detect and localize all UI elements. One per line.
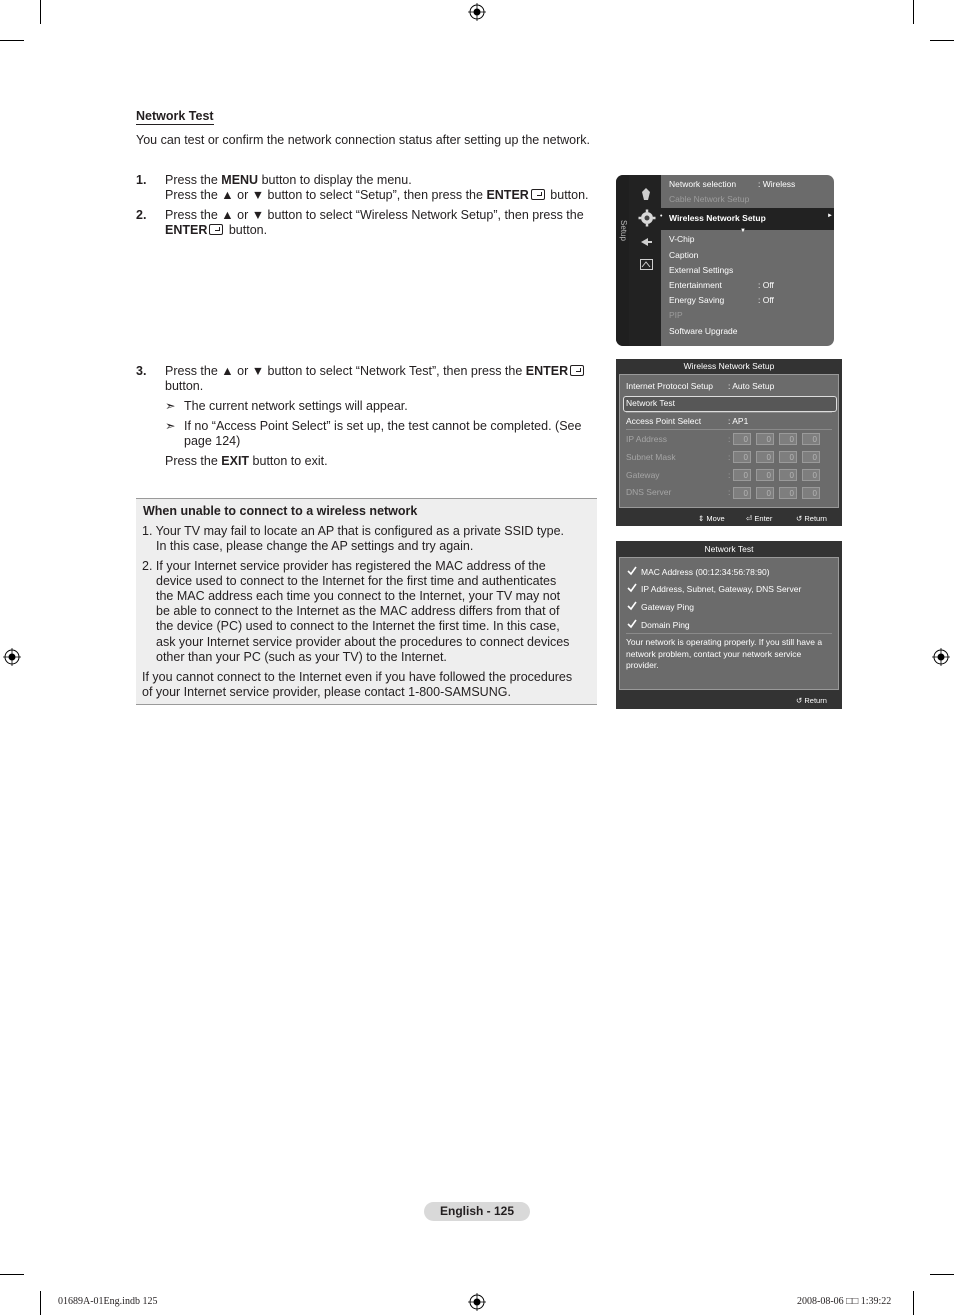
check-mac-address: MAC Address (00:12:34:56:78:90): [641, 567, 770, 577]
menu-bullet-icon: •: [660, 213, 663, 220]
box-item-1: In this case, please change the AP settings and try again.: [156, 539, 474, 553]
gear-icon: [638, 209, 656, 227]
crop-mark: [930, 40, 954, 41]
wireless-setup-screen: [616, 359, 842, 526]
menu-arrow-down-icon: ▼: [740, 228, 746, 234]
screen-title: Wireless Network Setup: [683, 361, 775, 371]
step-note-text: The current network settings will appear.: [184, 399, 408, 413]
ip-octet-field: 0: [733, 433, 751, 445]
ip-octet-field: 0: [779, 433, 797, 445]
crop-mark: [913, 0, 914, 24]
box-closing: of your Internet service provider, please contact 1-800-SAMSUNG.: [142, 685, 511, 699]
box-item-2: the MAC address each time you connect to the Internet, your TV may not: [156, 589, 561, 603]
updown-icon: ⇕: [698, 514, 705, 523]
step-1-line-2: [165, 188, 589, 203]
step-number: 3.: [136, 364, 147, 378]
box-item-1: 1. Your TV may fail to locate an AP that is configured as a private SSID type.: [142, 524, 565, 538]
footer-label: Return: [804, 514, 827, 523]
registration-mark-icon: [3, 648, 21, 666]
picture-icon: [640, 187, 652, 201]
ip-octet-field: 0: [802, 451, 820, 463]
setup-menu-screen: [616, 175, 834, 346]
note-arrow-icon: ➣: [165, 399, 176, 413]
ip-octet-field: 0: [756, 469, 774, 481]
row-network-test[interactable]: Network Test: [626, 398, 675, 408]
row-gateway: Gateway: [626, 470, 660, 480]
menu-item-wireless-network-setup[interactable]: Wireless Network Setup: [669, 213, 766, 223]
box-closing: If you cannot connect to the Internet even if you have followed the procedures: [142, 670, 573, 684]
footer-label: Move: [706, 514, 725, 523]
check-icon: [627, 619, 637, 629]
step-note-text: If no “Access Point Select” is set up, the test cannot be completed. (See: [184, 419, 582, 433]
ip-octet-field: 0: [733, 469, 751, 481]
divider: [626, 429, 832, 430]
step-text: Press the ▲ or ▼ button to select “Setup”, then press the: [165, 188, 487, 202]
crop-mark: [0, 1274, 24, 1275]
box-item-2: other than your PC (such as your TV) to the Internet.: [156, 650, 447, 664]
row-colon: :: [728, 487, 731, 497]
row-internet-protocol-setup[interactable]: Internet Protocol Setup: [626, 381, 713, 391]
crop-mark: [930, 1274, 954, 1275]
settings-panel: [619, 374, 839, 508]
box-item-2: 2. If your Internet service provider has registered the MAC address of the: [142, 559, 546, 573]
check-icon: [627, 601, 637, 611]
support-icon: [640, 259, 653, 270]
enter-icon: ⏎: [746, 514, 753, 523]
step-text: button.: [546, 188, 589, 202]
check-gateway-ping: Gateway Ping: [641, 602, 694, 612]
check-icon: [627, 566, 637, 576]
check-icon: [627, 583, 637, 593]
check-domain-ping: Domain Ping: [641, 620, 690, 630]
menu-arrow-right-icon: ►: [827, 213, 833, 219]
registration-mark-icon: [468, 3, 486, 21]
menu-item-entertainment[interactable]: Entertainment: [669, 280, 722, 290]
ip-octet-field: 0: [733, 451, 751, 463]
box-item-2: ask your Internet service provider about the procedures to connect devices: [156, 635, 570, 649]
footer-label: Enter: [754, 514, 773, 523]
section-intro: You can test or confirm the network connection status after setting up the network.: [136, 133, 590, 147]
ip-octet-field: 0: [802, 487, 820, 499]
footer-enter: [746, 514, 772, 523]
registration-mark-icon: [932, 648, 950, 666]
menu-item-value: : Off: [758, 295, 774, 305]
menu-item-cable-network-setup: Cable Network Setup: [669, 194, 750, 204]
menu-item-v-chip[interactable]: V-Chip: [669, 234, 695, 244]
step-note-text: page 124): [184, 434, 241, 448]
step-text: Press the: [165, 173, 222, 187]
crop-mark: [40, 1291, 41, 1315]
page-number: English - 125: [424, 1202, 530, 1221]
row-value: : Auto Setup: [728, 381, 775, 391]
footer-filename: 01689A-01Eng.indb 125: [58, 1296, 158, 1307]
step-note: [165, 399, 175, 414]
row-subnet-mask: Subnet Mask: [626, 452, 676, 462]
ip-octet-field: 0: [802, 433, 820, 445]
input-icon: [640, 237, 653, 247]
step-3-line-1: [165, 364, 586, 379]
ip-octet-field: 0: [756, 433, 774, 445]
registration-mark-icon: [468, 1293, 486, 1311]
ip-octet-field: 0: [779, 469, 797, 481]
enter-icon: [570, 365, 584, 376]
step-3-line-2: button.: [165, 379, 204, 393]
step-number: 1.: [136, 173, 147, 187]
key-exit: EXIT: [221, 454, 250, 468]
step-text: button.: [225, 223, 268, 237]
footer-label: Return: [804, 696, 827, 705]
test-result-message: Your network is operating properly. If you still have a network problem, contact your network service provider.: [626, 637, 823, 670]
footer-move: [698, 514, 725, 523]
step-text: Press the ▲ or ▼ button to select “Network Test”, then press the: [165, 364, 526, 378]
box-item-2: be able to connect to the Internet as the MAC address differs from that of: [156, 604, 560, 618]
menu-item-external-settings[interactable]: External Settings: [669, 265, 734, 275]
key-enter: ENTER: [486, 188, 529, 202]
key-enter: ENTER: [525, 364, 569, 378]
menu-side-label: Setup: [619, 220, 628, 241]
step-note: [165, 419, 175, 434]
menu-item-value: : Wireless: [758, 179, 796, 189]
step-2-line-1: Press the ▲ or ▼ button to select “Wireless Network Setup”, then press the: [165, 208, 584, 222]
row-access-point-select[interactable]: Access Point Select: [626, 416, 702, 426]
step-number: 2.: [136, 208, 147, 222]
step-3-exit: [165, 454, 328, 469]
screen-title: Network Test: [704, 544, 754, 554]
crop-mark: [40, 0, 41, 24]
menu-side-bar: [616, 175, 629, 346]
step-text: button to display the menu.: [258, 173, 412, 187]
row-colon: :: [728, 434, 731, 444]
return-icon: ↺: [796, 514, 803, 523]
check-ip-address: IP Address, Subnet, Gateway, DNS Server: [641, 584, 802, 594]
troubleshooting-box: [136, 498, 597, 705]
key-enter: ENTER: [165, 223, 208, 237]
menu-item-software-upgrade[interactable]: Software Upgrade: [669, 326, 738, 336]
row-ip-address: IP Address: [626, 434, 667, 444]
menu-item-value: : Off: [758, 280, 774, 290]
menu-item-network-selection[interactable]: Network selection: [669, 179, 737, 189]
network-test-screen: [616, 541, 842, 709]
crop-mark: [913, 1291, 914, 1315]
step-2-line-2: [165, 223, 267, 238]
footer-return[interactable]: [796, 696, 827, 705]
ip-octet-field: 0: [756, 451, 774, 463]
enter-icon: [531, 189, 545, 200]
divider: [626, 633, 832, 634]
row-dns-server: DNS Server: [626, 487, 672, 497]
return-icon: ↺: [796, 696, 803, 705]
ip-octet-field: 0: [802, 469, 820, 481]
key-menu: MENU: [221, 173, 259, 187]
step-text: Press the: [165, 454, 222, 468]
box-item-2: the device (PC) used to connect to the Internet the first time. In this case,: [156, 619, 560, 633]
note-arrow-icon: ➣: [165, 419, 176, 433]
ip-octet-field: 0: [779, 451, 797, 463]
row-colon: :: [728, 470, 731, 480]
footer-return[interactable]: [796, 514, 827, 523]
step-1-line-1: [165, 173, 412, 188]
menu-item-pip: PIP: [669, 310, 683, 320]
box-item-2: device used to connect to the Internet for the first time and authenticates: [156, 574, 557, 588]
footer-timestamp: 2008-08-06 □□ 1:39:22: [797, 1296, 892, 1307]
crop-mark: [0, 40, 24, 41]
box-title: When unable to connect to a wireless network: [143, 504, 418, 518]
ip-octet-field: 0: [756, 487, 774, 499]
step-text: button to exit.: [249, 454, 328, 468]
divider: [626, 412, 832, 413]
ip-octet-field: 0: [733, 487, 751, 499]
menu-item-caption[interactable]: Caption: [669, 250, 699, 260]
ip-octet-field: 0: [779, 487, 797, 499]
row-value: : AP1: [728, 416, 749, 426]
enter-icon: [209, 224, 223, 235]
test-results-panel: [619, 557, 839, 690]
row-colon: :: [728, 452, 731, 462]
menu-item-energy-saving[interactable]: Energy Saving: [669, 295, 725, 305]
section-title: Network Test: [136, 109, 214, 123]
